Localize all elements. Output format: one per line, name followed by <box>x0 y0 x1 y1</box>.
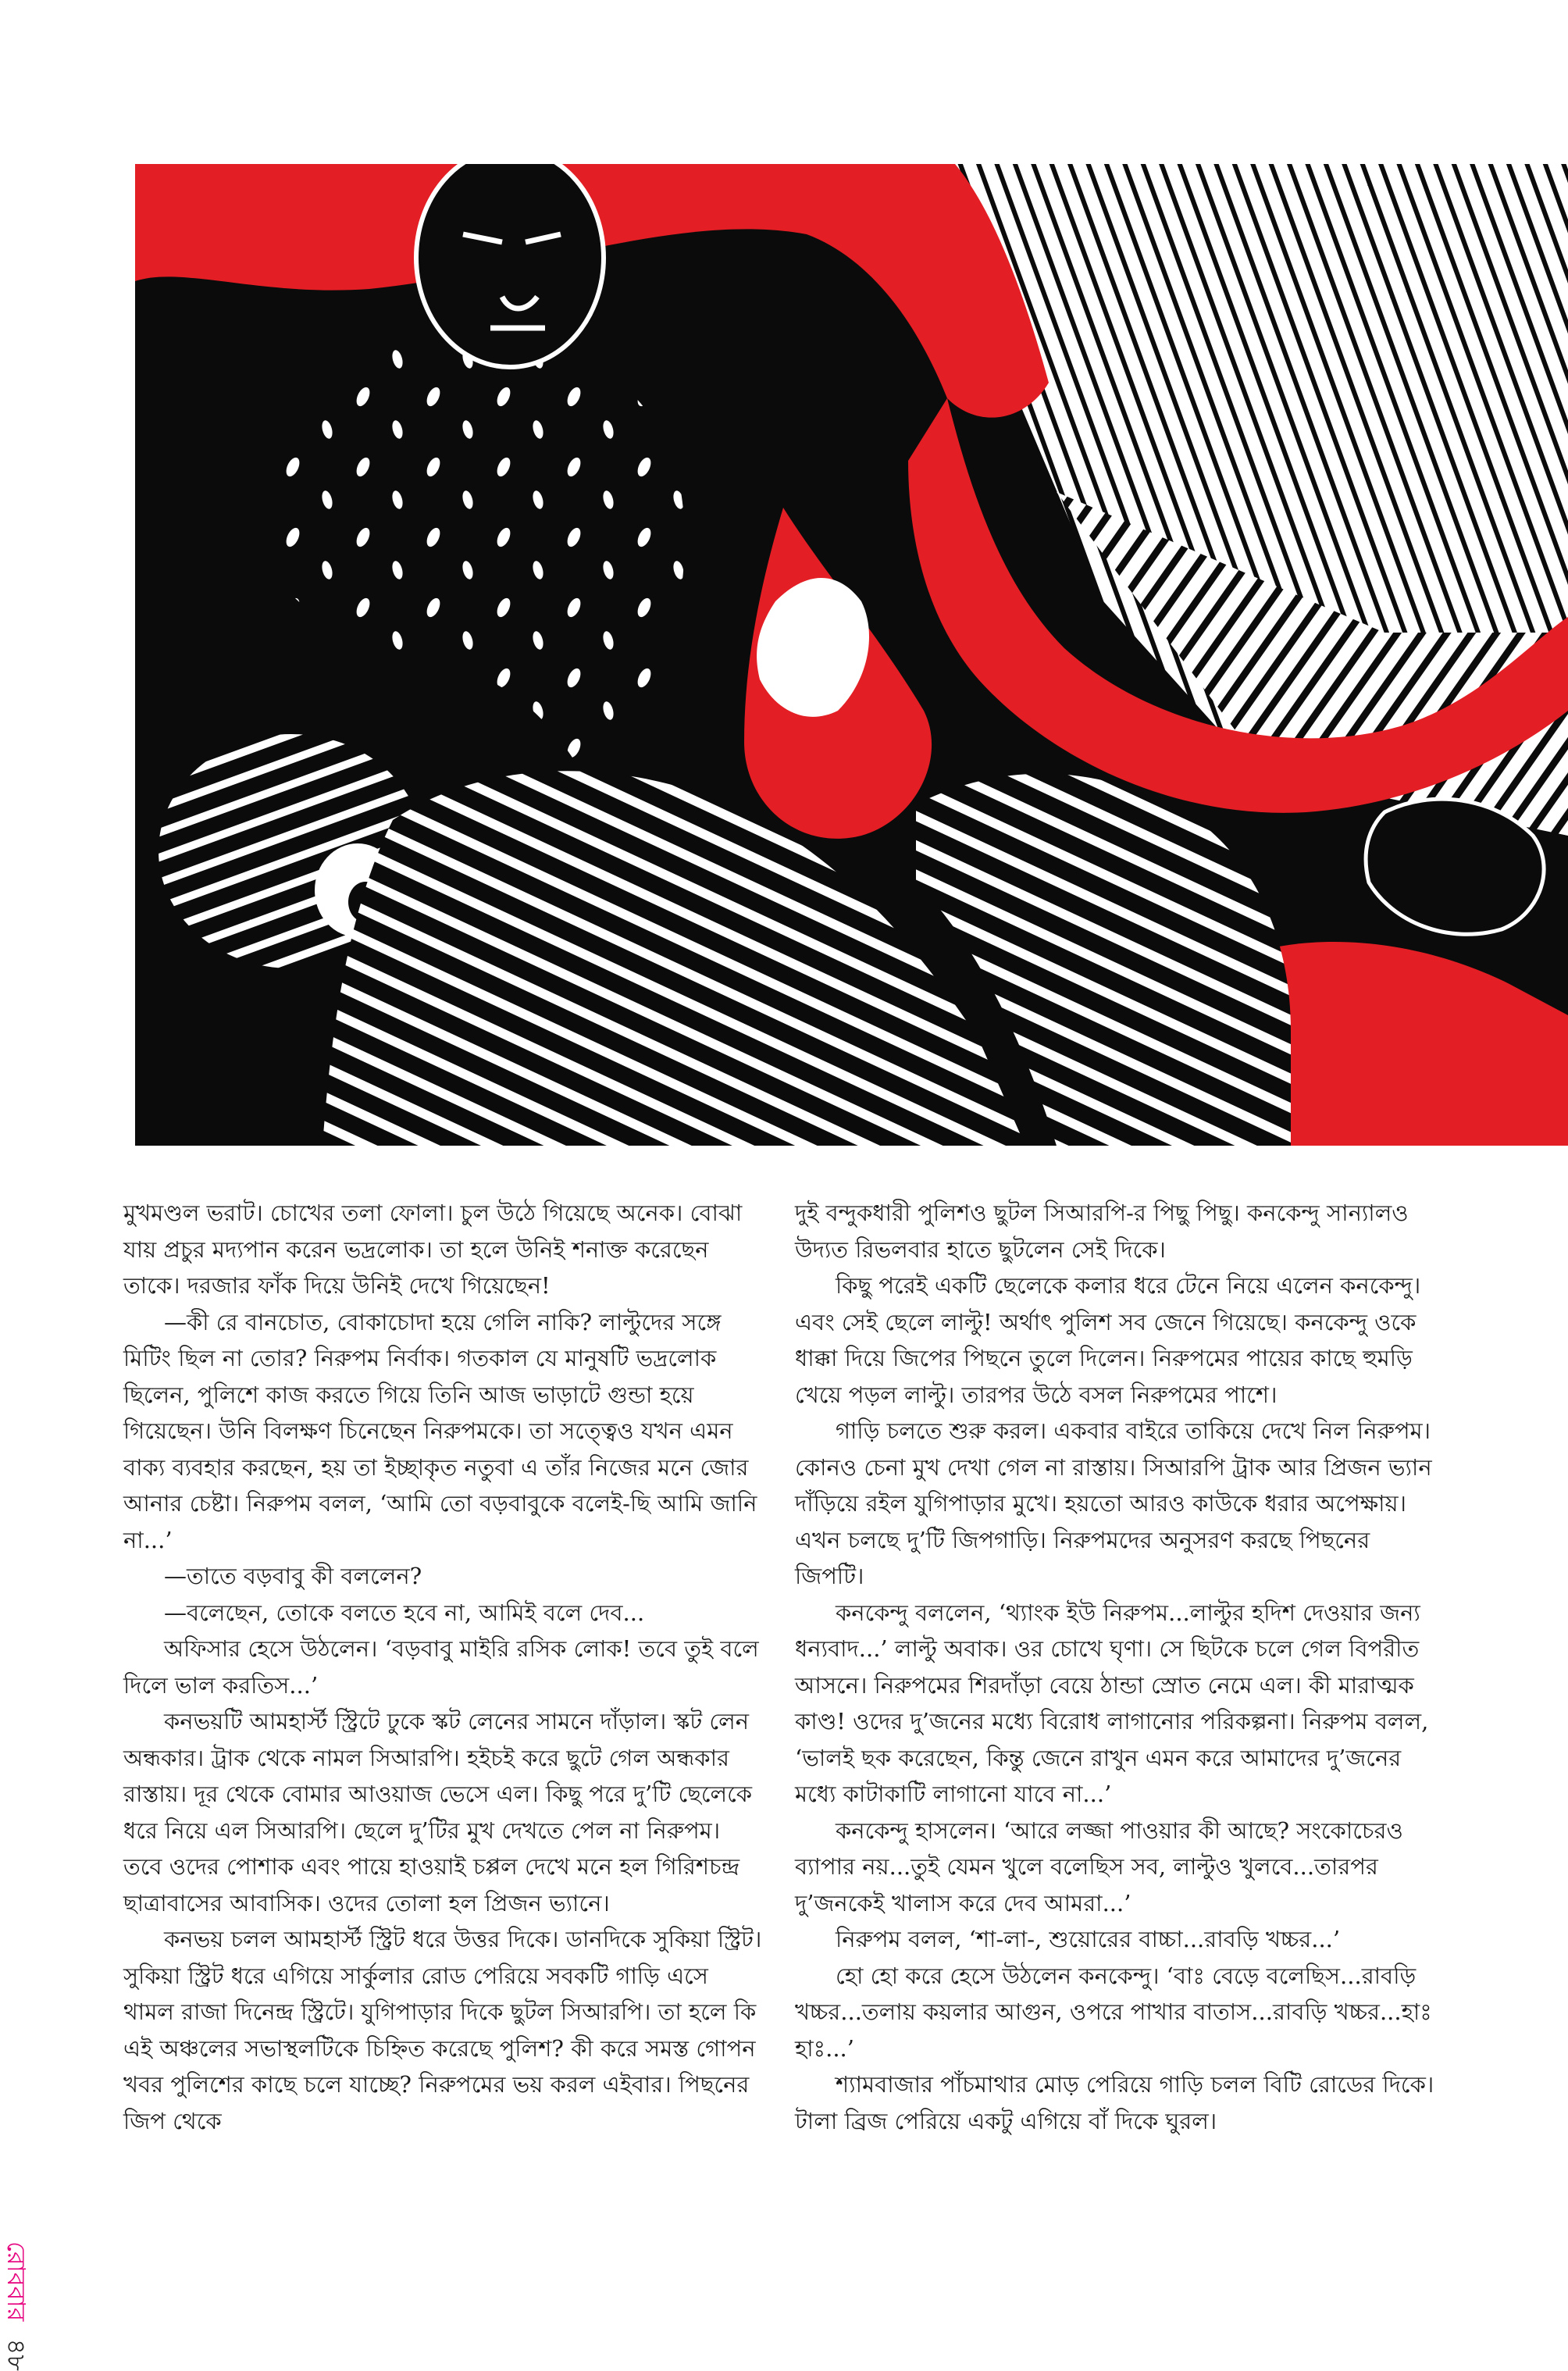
standing-figure-head <box>416 164 604 367</box>
magazine-name: রোববার <box>2 2241 31 2322</box>
woodcut-illustration <box>135 164 1568 1146</box>
illustration-artwork <box>135 164 1568 1146</box>
left-column <box>123 1195 764 2139</box>
paragraph: —কী রে বানচোত, বোকাচোদা হয়ে গেলি নাকি? লাল্টুদের সঙ্গে মিটিং ছিল না তোর? নিরুপম নির্বাক। গতকাল যে মানুষটি ভদ্রলোক ছিলেন, পুলিশে কাজ করতে গিয়ে তিনি আজ ভাড়াটে গুন্ডা হয়ে গিয়েছেন। উনি বিলক্ষণ চিনেছেন নিরুপমকে। তা সত্ত্বেও যখন এমন বাক্য ব্যবহার করছেন, হয় তা ইচ্ছাকৃত নতুবা এ তাঁর নিজের মনে জোর আনার চেষ্টা। নিরুপম বলল, ‘আমি তো বড়বাবুকে বলেই-ছি আমি জানি না...’ <box>123 1308 757 1553</box>
paragraph: কনভয়টি আমহার্স্ট স্ট্রিটে ঢুকে স্কট লেনের সামনে দাঁড়াল। স্কট লেন অন্ধকার। ট্রাক থেকে নামল সিআরপি। হইচই করে ছুটে গেল অন্ধকার রাস্তায়। দূর থেকে বোমার আওয়াজ ভেসে এল। কিছু পরে দু’টি ছেলেকে ধরে নিয়ে এল সিআরপি। ছেলে দু’টির মুখ দেখতে পেল না নিরুপম। তবে ওদের পোশাক এবং পায়ে হাওয়াই চপ্পল দেখে মনে হল গিরিশচন্দ্র ছাত্রাবাসের আবাসিক। ওদের তোলা হল প্রিজন ভ্যানে। <box>123 1708 753 1916</box>
page-number: ৪৮ <box>2 2338 31 2371</box>
paragraph: নিরুপম বলল, ‘শা-লা-, শুয়োরের বাচ্চা...রাবড়ি খচ্চর...’ <box>836 1926 1341 1952</box>
paragraph: মুখমণ্ডল ভরাট। চোখের তলা ফোলা। চুল উঠে গিয়েছে অনেক। বোঝা যায় প্রচুর মদ্যপান করেন ভদ্রলোক। তা হলে উনিই শনাক্ত করেছেন তাকে। দরজার ফাঁক দিয়ে উনিই দেখে গিয়েছেন! <box>123 1200 743 1299</box>
paragraph: কনকেন্দু বললেন, ‘থ্যাংক ইউ নিরুপম...লাল্টুর হদিশ দেওয়ার জন্য ধন্যবাদ...’ লাল্টু অবাক। ওর চোখে ঘৃণা। সে ছিটকে চলে গেল বিপরীত আসনে। নিরুপমের শিরদাঁড়া বেয়ে ঠান্ডা স্রোত নেমে এল। কী মারাত্মক কাণ্ড! ওদের দু’জনের মধ্যে বিরোধ লাগানোর পরিকল্পনা। নিরুপম বলল, ‘ভালই ছক করেছেন, কিন্তু জেনে রাখুন এমন করে আমাদের দু’জনের মধ্যে কাটাকাটি লাগানো যাবে না...’ <box>795 1599 1429 1807</box>
article-body <box>123 1195 1435 2139</box>
paragraph: শ্যামবাজার পাঁচমাথার মোড় পেরিয়ে গাড়ি চলল বিটি রোডের দিকে। টালা ব্রিজ পেরিয়ে একটু এগিয়ে বাঁ দিকে ঘুরল। <box>795 2071 1434 2134</box>
paragraph: গাড়ি চলতে শুরু করল। একবার বাইরে তাকিয়ে দেখে নিল নিরুপম। কোনও চেনা মুখ দেখা গেল না রাস্তায়। সিআরপি ট্রাক আর প্রিজন ভ্যান দাঁড়িয়ে রইল যুগিপাড়ার মুখে। হয়তো আরও কাউকে ধরার অপেক্ষায়। এখন চলছে দু’টি জিপগাড়ি। নিরুপমদের অনুসরণ করছে পিছনের জিপটি। <box>795 1417 1432 1589</box>
right-column <box>795 1195 1435 2139</box>
paragraph: হো হো করে হেসে উঠলেন কনকেন্দু। ‘বাঃ বেড়ে বলেছিস...রাবড়ি খচ্চর...তলায় কয়লার আগুন, ওপরে পাখার বাতাস...রাবড়ি খচ্চর...হাঃ হাঃ...’ <box>795 1962 1432 2062</box>
paragraph: কিছু পরেই একটি ছেলেকে কলার ধরে টেনে নিয়ে এলেন কনকেন্দু। এবং সেই ছেলে লাল্টু! অর্থাৎ পুলিশ সব জেনে গিয়েছে। কনকেন্দু ওকে ধাক্কা দিয়ে জিপের পিছনে তুলে দিলেন। নিরুপমের পায়ের কাছে হুমড়ি খেয়ে পড়ল লাল্টু। তারপর উঠে বসল নিরুপমের পাশে। <box>795 1272 1421 1408</box>
paragraph: —বলেছেন, তোকে বলতে হবে না, আমিই বলে দেব... <box>164 1599 645 1626</box>
paragraph: অফিসার হেসে উঠলেন। ‘বড়বাবু মাইরি রসিক লোক! তবে তুই বলে দিলে ভাল করতিস...’ <box>123 1635 759 1699</box>
page-folio <box>0 2241 36 2371</box>
paragraph: —তাতে বড়বাবু কী বললেন? <box>164 1563 422 1589</box>
paragraph: দুই বন্দুকধারী পুলিশও ছুটল সিআরপি-র পিছু পিছু। কনকেন্দু সান্যালও উদ্যত রিভলবার হাতে ছুটলেন সেই দিকে। <box>795 1200 1409 1263</box>
paragraph: কনভয় চলল আমহার্স্ট স্ট্রিট ধরে উত্তর দিকে। ডানদিকে সুকিয়া স্ট্রিট। সুকিয়া স্ট্রিট ধরে এগিয়ে সার্কুলার রোড পেরিয়ে সবকটি গাড়ি এসে থামল রাজা দিনেন্দ্র স্ট্রিটে। যুগিপাড়ার দিকে ছুটল সিআরপি। তা হলে কি এই অঞ্চলের সভাস্থলটিকে চিহ্নিত করেছে পুলিশ? কী করে সমস্ত গোপন খবর পুলিশের কাছে চলে যাচ্ছে? নিরুপমের ভয় করল এইবার। পিছনের জিপ থেকে <box>123 1926 762 2134</box>
paragraph: কনকেন্দু হাসলেন। ‘আরে লজ্জা পাওয়ার কী আছে? সংকোচেরও ব্যাপার নয়...তুই যেমন খুলে বলেছিস সব, লাল্টুও খুলবে...তারপর দু’জনকেই খালাস করে দেব আমরা...’ <box>795 1817 1403 1916</box>
